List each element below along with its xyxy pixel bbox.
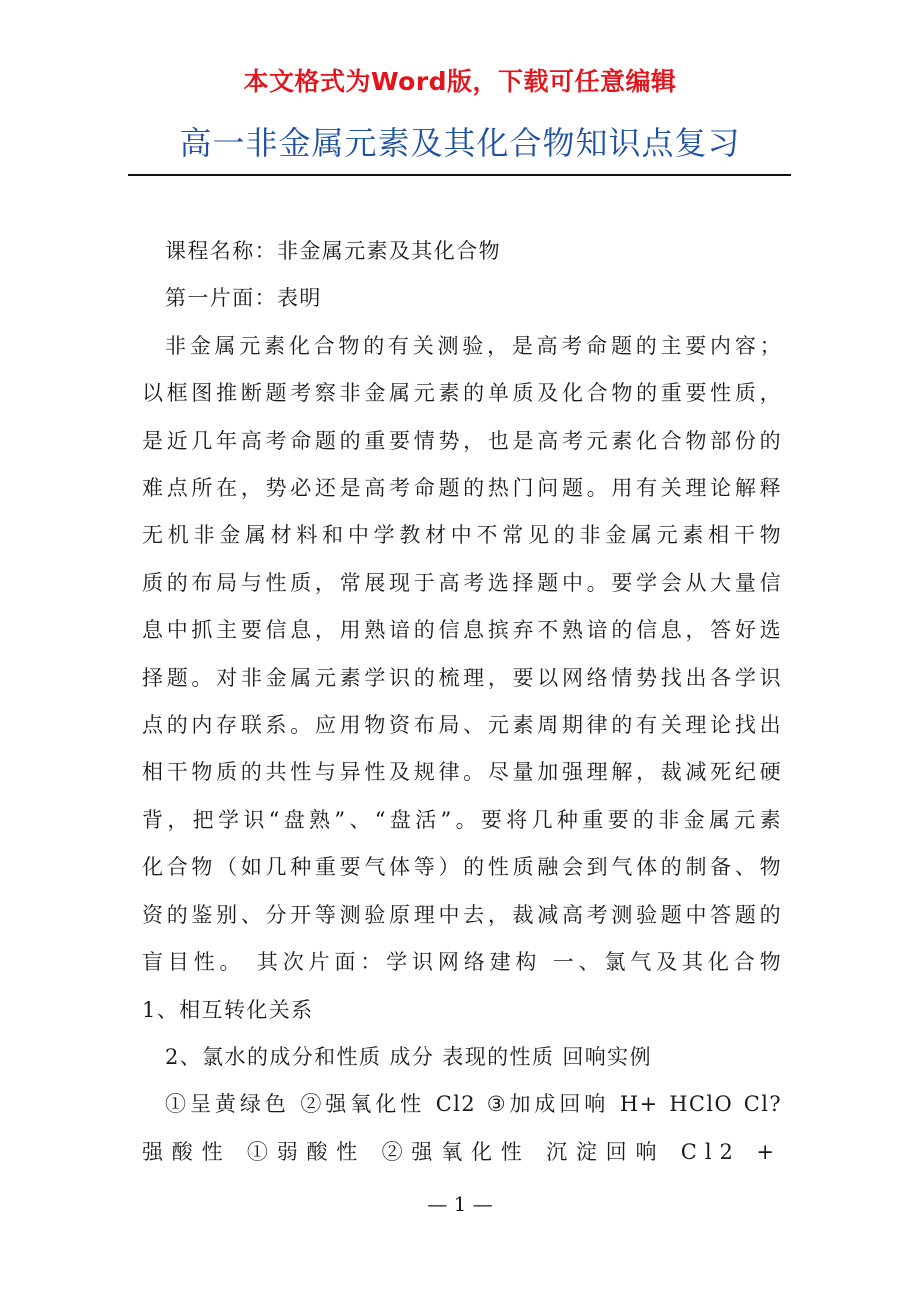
text-line: 无机非金属材料和中学教材中不常见的非金属元素相干物 (142, 523, 782, 548)
text-line: 点的内存联系。应用物资布局、元素周期律的有关理论找出 (142, 713, 782, 738)
text-line: 择题。对非金属元素学识的梳理，要以网络情势找出各学识 (142, 665, 782, 690)
format-banner: 本文格式为Word版，下载可任意编辑 (243, 67, 677, 96)
text-line: 相干物质的共性与异性及规律。尽量加强理解，裁减死纪硬 (142, 760, 782, 785)
page-title: 高一非金属元素及其化合物知识点复习 (179, 124, 741, 162)
text-line: 强酸性 ①弱酸性 ②强氧化性 沉淀回响 Cl2 + (142, 1139, 782, 1164)
text-line: 息中抓主要信息，用熟谙的信息摈弃不熟谙的信息，答好选 (142, 618, 782, 643)
text-line: 课程名称：非金属元素及其化合物 (165, 239, 501, 263)
text-line: 背，把学识“盘熟”、“盘活”。要将几种重要的非金属元素 (142, 807, 782, 832)
text-line: 盲目性。 其次片面：学识网络建构 一、氯气及其化合物 (142, 950, 782, 975)
text-line: 难点所在，势必还是高考命题的热门问题。用有关理论解释 (142, 476, 782, 501)
text-line: 2、氯水的成分和性质 成分 表现的性质 回响实例 (165, 1044, 652, 1069)
text-line: 化合物（如几种重要气体等）的性质融会到气体的制备、物 (142, 855, 782, 880)
text-line: 第一片面：表明 (165, 286, 322, 311)
text-line: 以框图推断题考察非金属元素的单质及化合物的重要性质， (142, 381, 782, 406)
text-line: 资的鉴别、分开等测验原理中去，裁减高考测验题中答题的 (142, 902, 782, 927)
title-divider (128, 174, 791, 176)
text-line: 1、相互转化关系 (142, 997, 314, 1022)
text-line: 质的布局与性质，常展现于高考选择题中。要学会从大量信 (142, 570, 782, 595)
document-body (142, 228, 782, 1176)
text-line: ①呈黄绿色 ②强氧化性 Cl2 ③加成回响 H+ HClO Cl? (165, 1092, 782, 1117)
text-line: 是近几年高考命题的重要情势，也是高考元素化合物部份的 (142, 428, 782, 453)
text-line: 非金属元素化合物的有关测验，是高考命题的主要内容； (165, 333, 782, 358)
page-number: — 1 — (427, 1192, 493, 1216)
